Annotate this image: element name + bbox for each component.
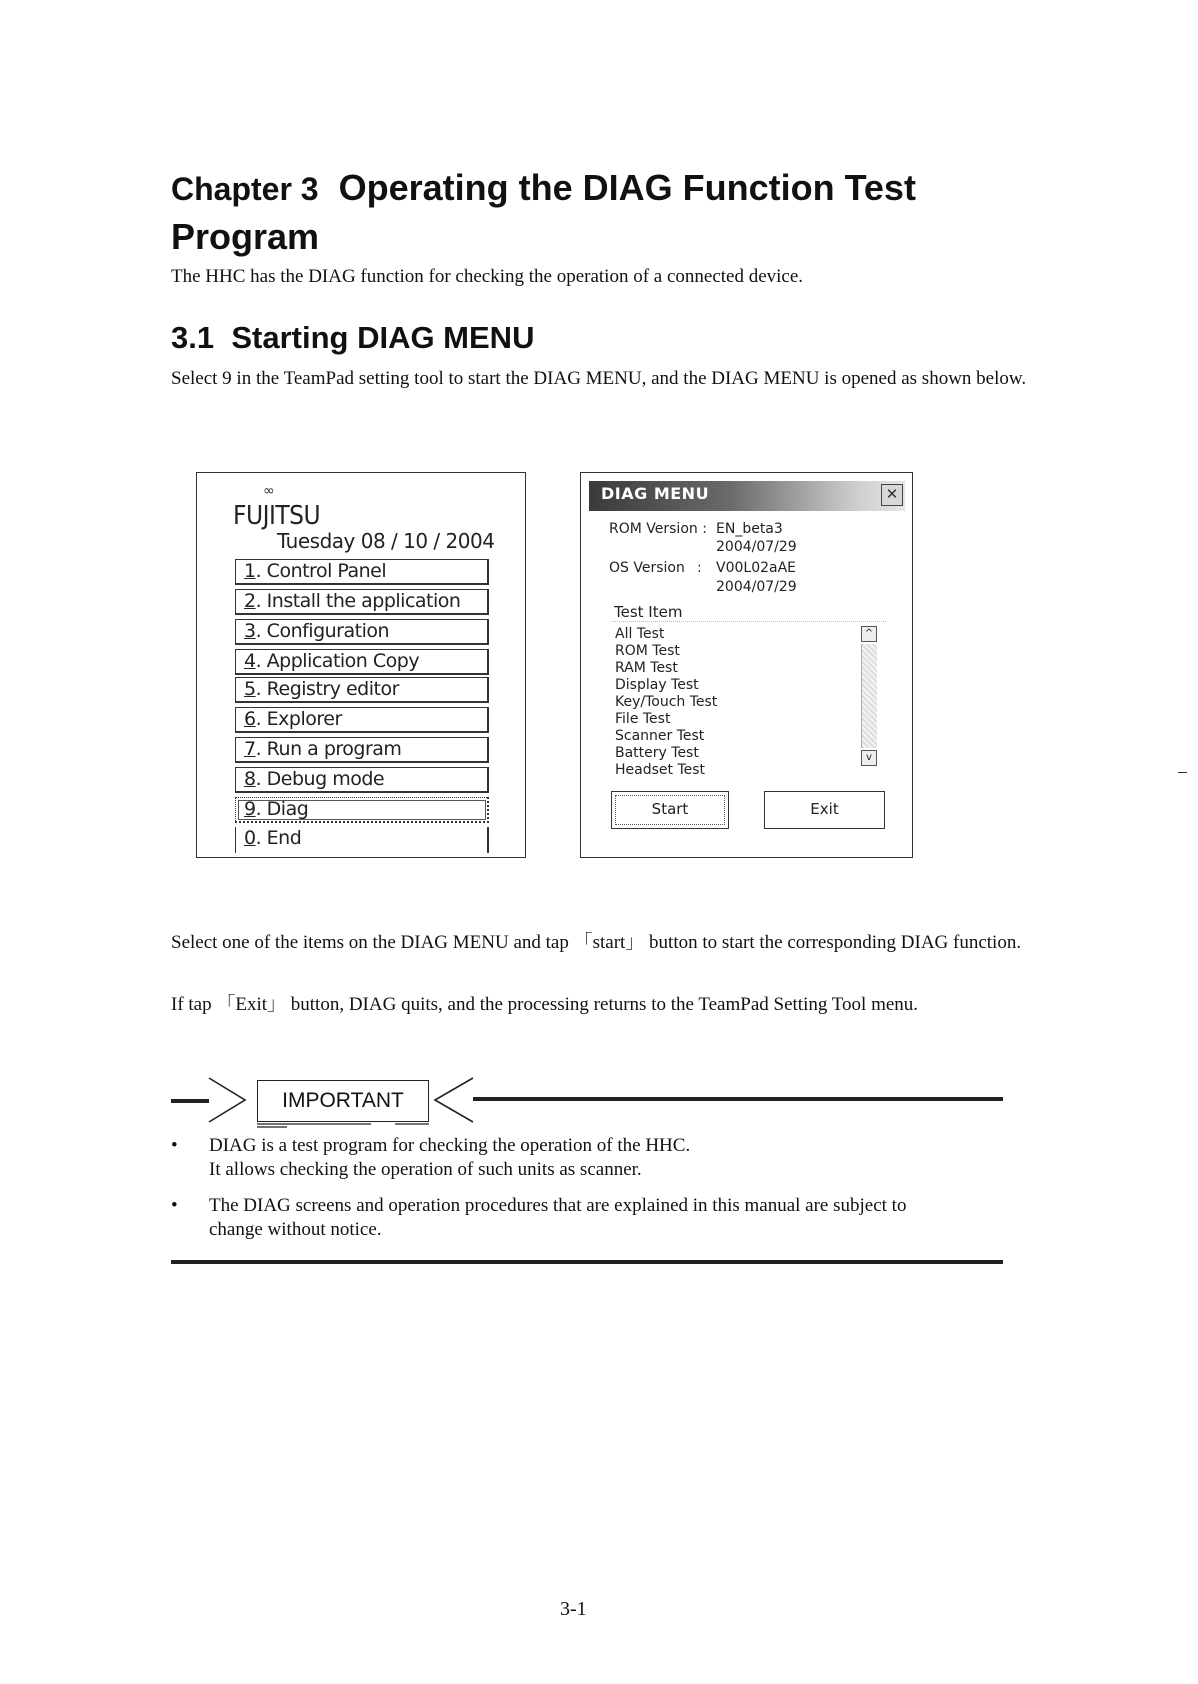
section-number: 3.1: [171, 320, 215, 355]
margin-mark: [1178, 772, 1187, 773]
bullet-line: The DIAG screens and operation procedures that are explained in this manual are subject to: [209, 1195, 907, 1216]
diag-window-title: DIAG MENU: [601, 484, 710, 503]
bullet-line: It allows checking the operation of such units as scanner.: [209, 1159, 642, 1180]
infinity-icon: ∞: [263, 483, 275, 499]
diag-titlebar: [589, 481, 905, 511]
bullet-line: change without notice.: [209, 1219, 382, 1240]
test-item-ram[interactable]: RAM Test: [615, 660, 678, 676]
menu-item-label: . End: [255, 827, 302, 849]
notice-bottom-rule: [171, 1260, 1003, 1264]
select-instructions: Select one of the items on the DIAG MENU and tap 「start」 button to start the corresponding DIAG function.: [171, 932, 1022, 953]
menu-item-configuration[interactable]: [235, 619, 489, 645]
bullet-text: [209, 1194, 1009, 1242]
menu-item-key: 4: [244, 650, 256, 672]
bullet-line: DIAG is a test program for checking the operation of the HHC.: [209, 1135, 691, 1156]
chapter-intro: The HHC has the DIAG function for checking the operation of a connected device.: [171, 266, 804, 287]
menu-item-key: 1: [244, 560, 256, 582]
close-icon[interactable]: ✕: [881, 484, 903, 506]
important-bullet: [171, 1134, 1031, 1184]
menu-item-label: . Control Panel: [255, 560, 387, 582]
menu-item-application-copy[interactable]: [235, 649, 489, 675]
test-item-rom[interactable]: ROM Test: [615, 643, 680, 659]
bullet-icon: •: [171, 1195, 178, 1216]
menu-item-key: 5: [244, 678, 256, 700]
exit-button[interactable]: Exit: [764, 791, 885, 829]
important-label: IMPORTANT: [257, 1080, 429, 1122]
menu-item-key: 9: [244, 798, 256, 820]
menu-item-registry-editor[interactable]: [235, 677, 489, 703]
os-version-label: OS Version: [609, 560, 685, 576]
menu-item-label: . Configuration: [255, 620, 390, 642]
important-bullet: [171, 1194, 1031, 1244]
test-item-key-touch[interactable]: Key/Touch Test: [615, 694, 718, 710]
test-item-all[interactable]: All Test: [615, 626, 665, 642]
bullet-text: [209, 1134, 1009, 1182]
diag-menu-screenshot: [580, 472, 913, 858]
section-title-text: Starting DIAG MENU: [231, 320, 535, 355]
chapter-title-text: Operating the DIAG Function Test Program: [171, 167, 916, 257]
scroll-down-icon[interactable]: v: [861, 750, 877, 766]
exit-instructions: If tap 「Exit」 button, DIAG quits, and the processing returns to the TeamPad Setting Tool menu.: [171, 994, 919, 1015]
menu-item-label: . Explorer: [255, 708, 342, 730]
menu-item-diag[interactable]: [235, 797, 489, 823]
menu-item-key: 3: [244, 620, 256, 642]
menu-item-install-application[interactable]: [235, 589, 489, 615]
menu-item-key: 2: [244, 590, 256, 612]
bullet-icon: •: [171, 1135, 178, 1156]
test-list-scrollbar[interactable]: [861, 626, 879, 766]
launcher-menu-screenshot: [196, 472, 526, 858]
rom-version-date: 2004/07/29: [716, 539, 797, 555]
logo-text: FUJITSU: [233, 501, 321, 531]
menu-item-label: . Install the application: [255, 590, 461, 612]
section-text: Select 9 in the TeamPad setting tool to start the DIAG MENU, and the DIAG MENU is opened as shown below.: [171, 368, 1027, 389]
chapter-label: Chapter 3: [171, 171, 319, 207]
launcher-date: Tuesday 08 / 10 / 2004: [277, 529, 495, 553]
test-item-file[interactable]: File Test: [615, 711, 671, 727]
test-item-scanner[interactable]: Scanner Test: [615, 728, 705, 744]
scroll-track[interactable]: [861, 644, 877, 748]
menu-item-run-program[interactable]: [235, 737, 489, 763]
test-item-headset[interactable]: Headset Test: [615, 762, 706, 778]
scroll-up-icon[interactable]: ^: [861, 626, 877, 642]
os-version-separator: :: [697, 560, 702, 576]
test-item-label: Test Item: [614, 603, 683, 621]
test-item-display[interactable]: Display Test: [615, 677, 699, 693]
chapter-title: [171, 164, 1071, 261]
menu-item-explorer[interactable]: [235, 707, 489, 733]
test-list[interactable]: [611, 621, 886, 778]
menu-item-key: 6: [244, 708, 256, 730]
menu-item-label: . Run a program: [255, 738, 402, 760]
os-version-date: 2004/07/29: [716, 579, 797, 595]
menu-item-end[interactable]: [235, 827, 489, 853]
section-title: [171, 318, 534, 358]
menu-item-label: . Registry editor: [255, 678, 399, 700]
test-item-battery[interactable]: Battery Test: [615, 745, 699, 761]
menu-item-label: . Diag: [255, 798, 309, 820]
menu-item-label: . Debug mode: [255, 768, 385, 790]
start-button[interactable]: Start: [611, 791, 729, 829]
menu-item-control-panel[interactable]: [235, 559, 489, 585]
rom-version-label: ROM Version :: [609, 521, 707, 537]
page-number: 3-1: [560, 1598, 587, 1620]
os-version-value: V00L02aAE: [716, 560, 797, 576]
menu-item-label: . Application Copy: [255, 650, 420, 672]
menu-item-debug-mode[interactable]: [235, 767, 489, 793]
menu-item-key: 0: [244, 827, 256, 849]
menu-item-key: 8: [244, 768, 256, 790]
rom-version-value: EN_beta3: [716, 521, 783, 537]
menu-item-key: 7: [244, 738, 256, 760]
